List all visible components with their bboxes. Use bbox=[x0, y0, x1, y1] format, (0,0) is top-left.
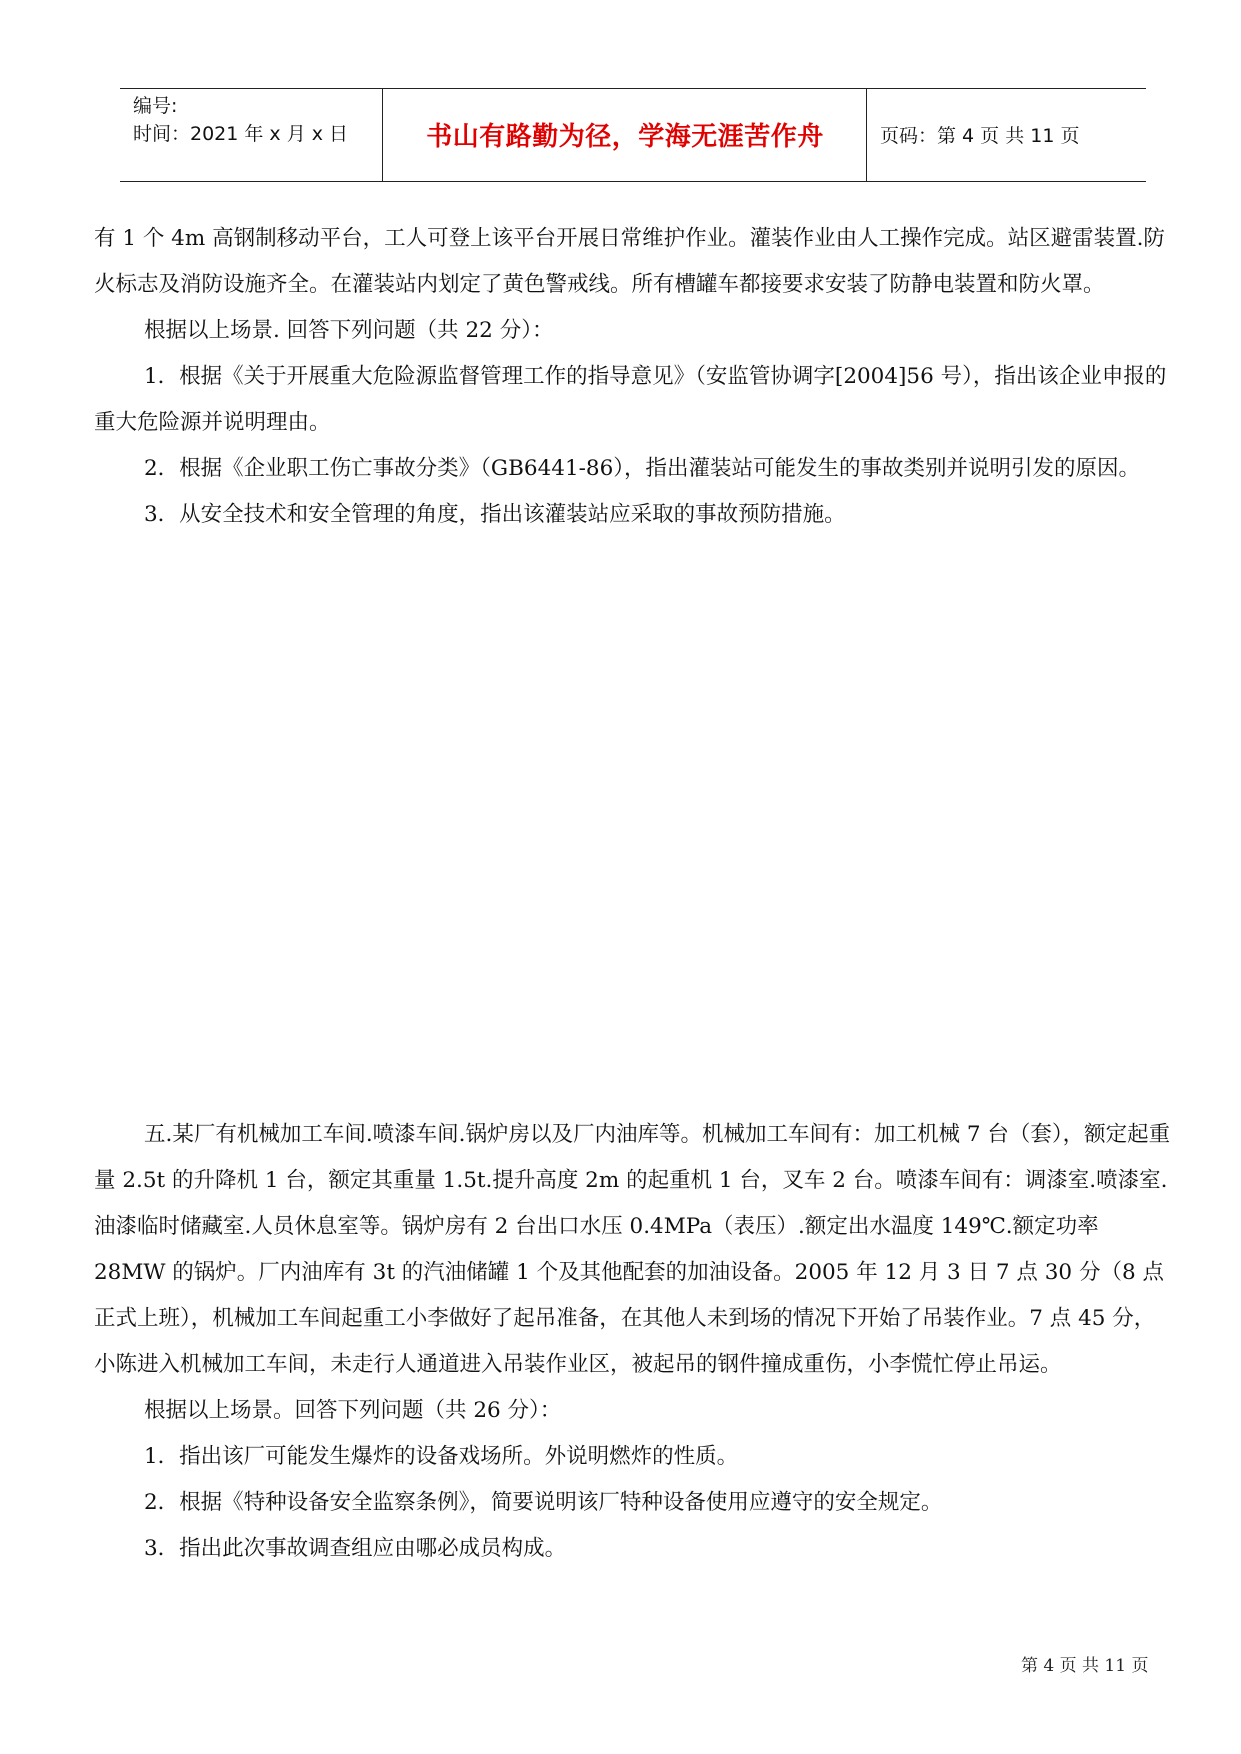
question-3: 3．从安全技术和安全管理的角度，指出该灌装站应采取的事故预防措施。 bbox=[144, 502, 846, 527]
question-3: 3．指出此次事故调查组应由哪必成员构成。 bbox=[144, 1536, 567, 1561]
scenario-paragraph: 五.某厂有机械加工车间.喷漆车间.锅炉房以及厂内油库等。机械加工车间有：加工机械 7 台（套），额定起重量 2.5t 的升降机 1 台，额定其重量 1.5t.提升高度 2m 的起重机 1 台，叉车 2 台。喷漆车间有：调漆室.喷漆室.油漆临时储藏室.人员休息室等。锅炉房有 2 台出口水压 0.4MPa（表压）.额定出水温度 149℃.额定功率 28MW 的锅炉。厂内油库有 3t 的汽油储罐 1 个及其他配套的加油设备。2005 年 12 月 3 日 7 点 30 分（8 点正式上班），机械加工车间起重工小李做好了起吊准备，在其他人未到场的情况下开始了吊装作业。7 点 45 分，小陈进入机械加工车间，未走行人通道进入吊装作业区，被起吊的钢件撞成重伤，小李慌忙停止吊运。 bbox=[94, 1122, 1171, 1377]
questions-intro: 根据以上场景。回答下列问题（共 26 分）： bbox=[144, 1398, 562, 1423]
header-time-label: 时间：2021 年 x 月 x 日 bbox=[133, 123, 349, 145]
section-four-continuation bbox=[94, 216, 1174, 538]
header-number-label: 编号: bbox=[133, 95, 178, 117]
question-1: 1．根据《关于开展重大危险源监督管理工作的指导意见》（安监管协调字[2004]56 号），指出该企业申报的重大危险源并说明理由。 bbox=[94, 364, 1167, 435]
question-2: 2．根据《企业职工伤亡事故分类》（GB6441-86），指出灌装站可能发生的事故类别并说明引发的原因。 bbox=[144, 456, 1140, 481]
header-divider-right bbox=[866, 88, 867, 181]
header-bottom-border bbox=[120, 181, 1146, 182]
header-meta bbox=[133, 92, 348, 148]
section-five bbox=[94, 1112, 1174, 1572]
questions-intro: 根据以上场景. 回答下列问题（共 22 分）： bbox=[144, 318, 554, 343]
question-1: 1．指出该厂可能发生爆炸的设备戏场所。外说明燃炸的性质。 bbox=[144, 1444, 739, 1469]
scenario-paragraph: 有 1 个 4m 高钢制移动平台，工人可登上该平台开展日常维护作业。灌装作业由人工操作完成。站区避雷装置.防火标志及消防设施齐全。在灌装站内划定了黄色警戒线。所有槽罐车都接要求安装了防静电装置和防火罩。 bbox=[94, 226, 1165, 297]
header-page-label: 页码：第 4 页 共 11 页 bbox=[880, 125, 1080, 147]
page-footer: 第 4 页 共 11 页 bbox=[1021, 1656, 1149, 1676]
header-divider-left bbox=[382, 88, 383, 181]
header-motto: 书山有路勤为径，学海无涯苦作舟 bbox=[426, 122, 824, 152]
question-2: 2．根据《特种设备安全监察条例》，简要说明该厂特种设备使用应遵守的安全规定。 bbox=[144, 1490, 943, 1515]
